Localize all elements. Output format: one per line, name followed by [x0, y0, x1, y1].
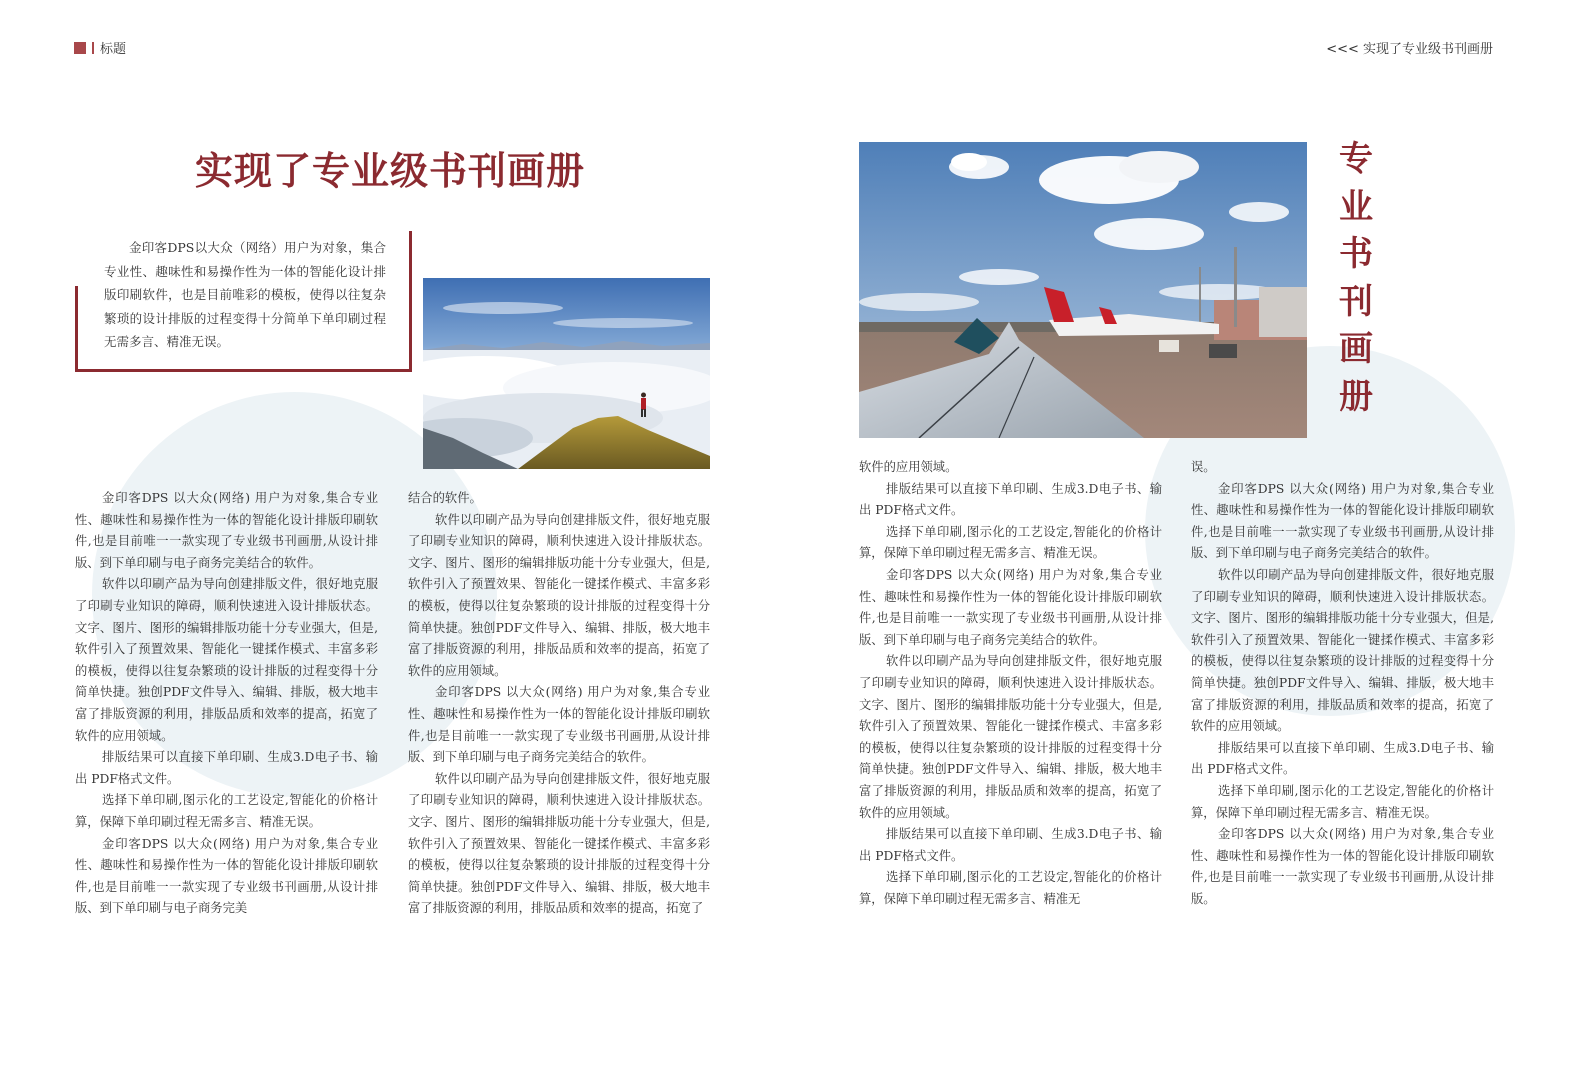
paragraph-continued: 结合的软件。 [408, 491, 482, 505]
paragraph: 排版结果可以直接下单印刷、生成3.D电子书、输出 PDF格式文件。 [859, 481, 1162, 518]
paragraph: 选择下单印刷,图示化的工艺设定,智能化的价格计算，保障下单印刷过程无需多言、精准无误。 [859, 524, 1162, 561]
paragraph: 金印客DPS 以大众(网络) 用户为对象,集合专业性、趣味性和易操作性为一体的智能化设计排版印刷软件,也是目前唯一一款实现了专业级书刊画册,从设计排版、到下单印刷与电子商务完美结合的软件。 [1191, 481, 1494, 561]
mountain-photo [423, 278, 710, 469]
paragraph-continued: 软件的应用领域。 [859, 460, 958, 474]
paragraph: 软件以印刷产品为导向创建排版文件，很好地克服了印刷专业知识的障碍，顺利快速进入设计排版状态。文字、图片、图形的编辑排版功能十分专业强大，但是,软件引入了预置效果、智能化一键揉作模式、丰富多彩的模板，使得以往复杂繁琐的设计排版的过程变得十分简单快捷。独创PDF文件导入、编辑、排版，极大地丰富了排版资源的利用，排版品质和效率的提高，拓宽了软件的应用领域。 [859, 654, 1162, 820]
paragraph: 金印客DPS 以大众(网络) 用户为对象,集合专业性、趣味性和易操作性为一体的智能化设计排版印刷软件,也是目前唯一一款实现了专业级书刊画册,从设计排版、到下单印刷与电子商务完美 [75, 836, 378, 916]
header-right-label: <<< 实现了专业级书刊画册 [1326, 42, 1493, 57]
paragraph: 金印客DPS 以大众(网络) 用户为对象,集合专业性、趣味性和易操作性为一体的智能化设计排版印刷软件,也是目前唯一一款实现了专业级书刊画册,从设计排版、到下单印刷与电子商务完美结合的软件。 [408, 685, 710, 765]
vertical-title-char: 书 [1339, 234, 1373, 274]
paragraph: 选择下单印刷,图示化的工艺设定,智能化的价格计算，保障下单印刷过程无需多言、精准无误。 [75, 793, 378, 829]
paragraph: 选择下单印刷,图示化的工艺设定,智能化的价格计算，保障下单印刷过程无需多言、精准无误。 [1191, 783, 1494, 820]
paragraph: 软件以印刷产品为导向创建排版文件，很好地克服了印刷专业知识的障碍，顺利快速进入设计排版状态。文字、图片、图形的编辑排版功能十分专业强大，但是,软件引入了预置效果、智能化一键揉作模式、丰富多彩的模板，使得以往复杂繁琐的设计排版的过程变得十分简单快捷。独创PDF文件导入、编辑、排版，极大地丰富了排版资源的利用，排版品质和效率的提高，拓宽了软件的应用领域。 [408, 512, 710, 678]
intro-box-gap [75, 231, 78, 286]
text-column-3 [859, 457, 1162, 982]
airplane-photo [859, 142, 1307, 438]
text-column-2 [408, 488, 710, 988]
vertical-title-char: 刊 [1339, 281, 1373, 322]
paragraph: 软件以印刷产品为导向创建排版文件，很好地克服了印刷专业知识的障碍，顺利快速进入设计排版状态。文字、图片、图形的编辑排版功能十分专业强大，但是,软件引入了预置效果、智能化一键揉作模式、丰富多彩的模板，使得以往复杂繁琐的设计排版的过程变得十分简单快捷。独创PDF文件导入、编辑、排版，极大地丰富了排版资源的利用，排版品质和效率的提高，拓宽了软件的应用领域。 [75, 577, 378, 743]
header-left [74, 38, 126, 57]
paragraph: 软件以印刷产品为导向创建排版文件，很好地克服了印刷专业知识的障碍，顺利快速进入设计排版状态。文字、图片、图形的编辑排版功能十分专业强大，但是,软件引入了预置效果、智能化一键揉作模式、丰富多彩的模板，使得以往复杂繁琐的设计排版的过程变得十分简单快捷。独创PDF文件导入、编辑、排版，极大地丰富了排版资源的利用，排版品质和效率的提高，拓宽了软件的应用领域。 [1191, 567, 1494, 734]
text-column-1 [75, 488, 378, 988]
vertical-title-char: 画 [1339, 329, 1373, 369]
header-square-icon [74, 42, 86, 54]
paragraph: 金印客DPS 以大众(网络) 用户为对象,集合专业性、趣味性和易操作性为一体的智能化设计排版印刷软件,也是目前唯一一款实现了专业级书刊画册,从设计排版。 [1191, 827, 1494, 906]
vertical-title-char: 业 [1339, 186, 1373, 227]
paragraph: 排版结果可以直接下单印刷、生成3.D电子书、输出 PDF格式文件。 [1191, 740, 1494, 777]
paragraph: 软件以印刷产品为导向创建排版文件，很好地克服了印刷专业知识的障碍，顺利快速进入设计排版状态。文字、图片、图形的编辑排版功能十分专业强大，但是,软件引入了预置效果、智能化一键揉作模式、丰富多彩的模板，使得以往复杂繁琐的设计排版的过程变得十分简单快捷。独创PDF文件导入、编辑、排版，极大地丰富了排版资源的利用，排版品质和效率的提高，拓宽了 [408, 771, 710, 916]
vertical-title [1336, 136, 1376, 421]
vertical-title-char: 册 [1339, 376, 1373, 417]
paragraph: 排版结果可以直接下单印刷、生成3.D电子书、输出 PDF格式文件。 [75, 750, 378, 786]
vertical-title-char: 专 [1339, 139, 1373, 179]
header-bar-icon [92, 42, 94, 54]
text-column-4 [1191, 457, 1494, 982]
intro-text: 金印客DPS以大众（网络）用户为对象，集合专业性、趣味性和易操作性为一体的智能化设计排版印刷软件，也是目前唯彩的模板，使得以往复杂繁琐的设计排版的过程变得十分简单下单印刷过程无需多言、精准无误。 [104, 240, 386, 349]
paragraph-continued: 误。 [1191, 460, 1216, 474]
paragraph: 排版结果可以直接下单印刷、生成3.D电子书、输出 PDF格式文件。 [859, 827, 1162, 863]
paragraph: 选择下单印刷,图示化的工艺设定,智能化的价格计算，保障下单印刷过程无需多言、精准无 [859, 870, 1162, 906]
page-title: 实现了专业级书刊画册 [194, 149, 585, 193]
header-left-label: 标题 [100, 42, 127, 57]
paragraph: 金印客DPS 以大众(网络) 用户为对象,集合专业性、趣味性和易操作性为一体的智能化设计排版印刷软件,也是目前唯一一款实现了专业级书刊画册,从设计排版、到下单印刷与电子商务完美结合的软件。 [75, 491, 378, 570]
paragraph: 金印客DPS 以大众(网络) 用户为对象,集合专业性、趣味性和易操作性为一体的智能化设计排版印刷软件,也是目前唯一一款实现了专业级书刊画册,从设计排版、到下单印刷与电子商务完美结合的软件。 [859, 567, 1162, 647]
